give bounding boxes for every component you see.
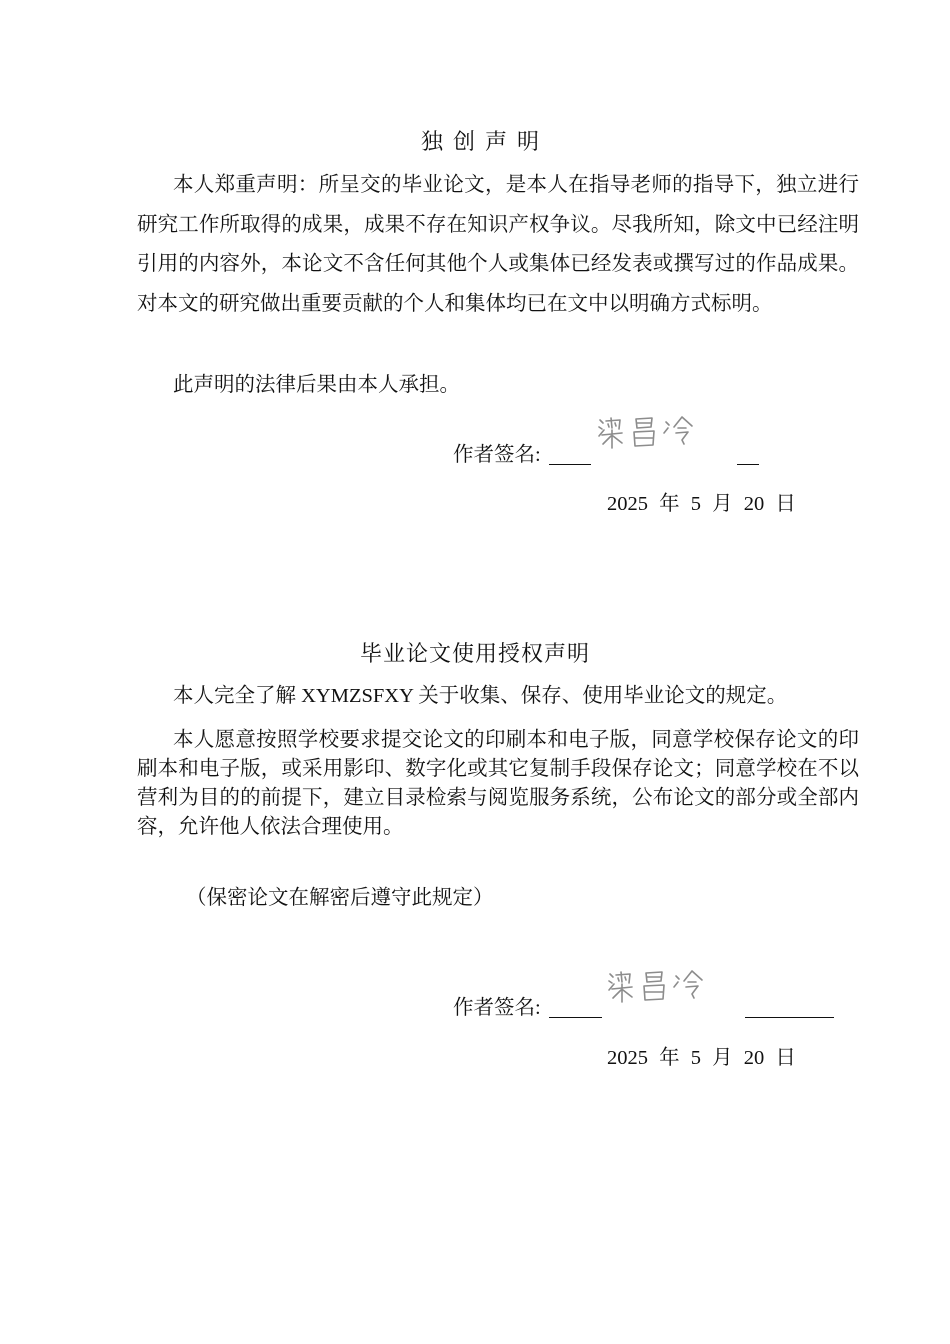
authorization-date-month: 5 — [690, 1047, 701, 1069]
declaration-date-day-unit: 日 — [775, 493, 796, 515]
authorization-paragraph-2: 本人愿意按照学校要求提交论文的印刷本和电子版，同意学校保存论文的印刷本和电子版，或采用影印、数字化或其它复制手段保存论文；同意学校在不以营利为目的的前提下，建立目录检索与阅览服务系统，公布论文的部分或全部内容，允许他人依法合理使用。 — [137, 729, 859, 838]
declaration-signature-image — [596, 414, 700, 452]
declaration-signature-line-right — [737, 464, 759, 465]
authorization-date-month-unit: 月 — [712, 1047, 733, 1069]
declaration-signature-line-left — [549, 464, 591, 465]
authorization-date-day: 20 — [743, 1047, 765, 1069]
authorization-paragraph-1: 本人完全了解 XYMZSFXY 关于收集、保存、使用毕业论文的规定。 — [173, 685, 788, 707]
authorization-date-year-unit: 年 — [659, 1047, 680, 1069]
declaration-date-day: 20 — [743, 493, 765, 515]
handwritten-signature-icon — [596, 414, 700, 452]
declaration-paragraph-2: 此声明的法律后果由本人承担。 — [173, 374, 460, 396]
declaration-signature-label: 作者签名: — [453, 444, 541, 466]
declaration-date-year: 2025 — [607, 493, 648, 515]
authorization-title: 毕业论文使用授权声明 — [359, 642, 590, 667]
declaration-date — [607, 490, 796, 518]
authorization-signature-image — [606, 968, 710, 1006]
authorization-date-day-unit: 日 — [775, 1047, 796, 1069]
authorization-note: （保密论文在解密后遵守此规定） — [186, 887, 494, 909]
authorization-signature-line-right — [745, 1017, 834, 1018]
authorization-date-year: 2025 — [607, 1047, 648, 1069]
declaration-paragraph-1: 本人郑重声明：所呈交的毕业论文，是本人在指导老师的指导下，独立进行研究工作所取得的成果，成果不存在知识产权争议。尽我所知，除文中已经注明引用的内容外，本论文不含任何其他个人或集体已经发表或撰写过的作品成果。对本文的研究做出重要贡献的个人和集体均已在文中以明确方式标明。 — [137, 174, 859, 315]
handwritten-signature-icon — [606, 968, 710, 1006]
authorization-signature-line-left — [549, 1017, 602, 1018]
declaration-date-month-unit: 月 — [712, 493, 733, 515]
declaration-title: 独创声明 — [420, 130, 549, 155]
declaration-date-month: 5 — [690, 493, 701, 515]
declaration-date-year-unit: 年 — [659, 493, 680, 515]
authorization-date — [607, 1044, 796, 1072]
authorization-signature-label: 作者签名: — [453, 997, 541, 1019]
